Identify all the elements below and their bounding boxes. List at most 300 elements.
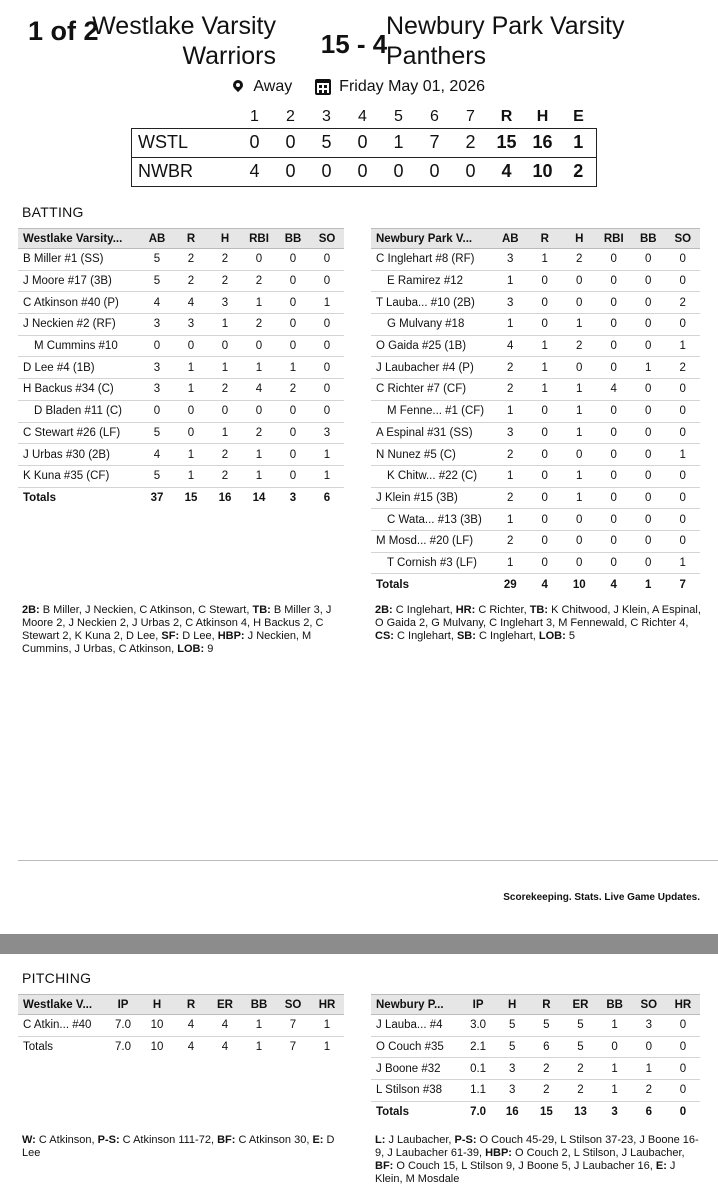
team-column-header: Westlake Varsity... [18, 229, 140, 249]
stat-cell: 3 [495, 1058, 529, 1080]
stat-cell: 0 [276, 270, 310, 292]
stat-column-header: SO [632, 995, 666, 1015]
stat-cell: 1 [242, 465, 276, 487]
stat-column-header: IP [461, 995, 495, 1015]
totals-cell: 3 [289, 492, 297, 505]
stat-cell: 0 [242, 335, 276, 357]
player-row [371, 400, 700, 422]
player-row [18, 400, 344, 422]
stat-cell: 1 [666, 552, 701, 574]
note-label: HR: [455, 604, 476, 616]
note-text: K Chitwood, J Klein, A Espinal, O Gaida 2, G Mulvany, C Inglehart 3, M Fennewald, C Richter 4, [375, 604, 701, 629]
stat-cell: 1 [493, 552, 528, 574]
note-text: B Miller, J Neckien, C Atkinson, C Stewart, [39, 604, 253, 616]
stat-cell: 0 [666, 1015, 700, 1037]
stat-cell: 3 [140, 357, 174, 379]
linescore-cell: 5 [309, 128, 345, 157]
player-name: J Neckien #2 (RF) [18, 314, 140, 336]
game-header [0, 0, 718, 80]
player-row [371, 422, 700, 444]
stat-cell: 0 [276, 422, 310, 444]
player-name: T Cornish #3 (LF) [371, 552, 493, 574]
stat-cell: 0 [310, 335, 344, 357]
linescore-header-cell: 2 [286, 107, 295, 125]
stat-cell: 1 [493, 400, 528, 422]
stat-cell: 1 [666, 444, 701, 466]
note-label: W: [22, 1134, 36, 1146]
stat-cell: 1 [562, 379, 597, 401]
note-text: J Klein, M Mosdale [375, 1160, 676, 1185]
stat-cell: 2 [493, 444, 528, 466]
totals-cell: 16 [218, 492, 232, 505]
stat-column-header: R [529, 995, 563, 1015]
stat-cell: 0 [528, 444, 563, 466]
stat-column-header: AB [140, 229, 174, 249]
player-name: E Ramirez #12 [371, 270, 493, 292]
totals-cell: 7 [289, 1041, 297, 1054]
player-row [18, 314, 344, 336]
stat-cell: 0 [597, 422, 632, 444]
stat-cell: 1 [242, 1015, 276, 1037]
totals-row [18, 487, 344, 509]
totals-cell: 15 [184, 492, 198, 505]
stat-cell: 0 [208, 400, 242, 422]
note-text: 9 [204, 643, 214, 655]
stat-cell: 1 [493, 465, 528, 487]
stat-cell: 0 [597, 465, 632, 487]
stat-cell: 3 [140, 314, 174, 336]
linescore-cell: 0 [453, 157, 489, 186]
page-break-band [0, 934, 718, 954]
stat-column-header: IP [106, 995, 140, 1015]
stat-cell: 0 [562, 292, 597, 314]
stat-cell: 2 [276, 379, 310, 401]
stat-cell: 2 [493, 487, 528, 509]
stat-cell: 0 [528, 422, 563, 444]
linescore-cell: 0 [345, 128, 381, 157]
linescore-cell: 4 [489, 157, 525, 186]
stat-cell: 0 [562, 357, 597, 379]
stat-cell: 0 [528, 465, 563, 487]
stat-cell: 5 [140, 249, 174, 271]
stat-cell: 1 [493, 509, 528, 531]
stat-column-header: BB [242, 995, 276, 1015]
stat-cell: 5 [140, 465, 174, 487]
stat-cell: 1 [310, 292, 344, 314]
stat-cell: 0 [666, 400, 701, 422]
totals-cell: 7.0 [470, 1106, 487, 1119]
stat-cell: 0 [528, 487, 563, 509]
stat-column-header: SO [666, 229, 701, 249]
stat-cell: 3 [493, 249, 528, 271]
linescore-header-cell [132, 106, 237, 128]
stat-cell: 0 [666, 379, 701, 401]
linescore-cell: 10 [525, 157, 561, 186]
stat-cell: 3 [208, 292, 242, 314]
totals-cell: 13 [574, 1106, 587, 1119]
stat-column-header: R [174, 229, 208, 249]
note-text: J Laubacher, [385, 1134, 455, 1146]
stat-cell: 1 [562, 487, 597, 509]
player-name: J Urbas #30 (2B) [18, 444, 140, 466]
linescore-row [132, 157, 597, 186]
stat-cell: 0 [631, 530, 666, 552]
player-row [371, 509, 700, 531]
stat-cell: 0 [528, 509, 563, 531]
stat-cell: 0 [666, 509, 701, 531]
stat-cell: 0 [140, 335, 174, 357]
stat-cell: 0 [666, 1036, 700, 1058]
stat-cell: 2 [242, 422, 276, 444]
home-pitching-table [18, 994, 344, 1058]
stat-cell: 1 [242, 292, 276, 314]
stat-cell: 0 [276, 465, 310, 487]
stat-cell: 1 [208, 422, 242, 444]
stat-cell: 0 [597, 509, 632, 531]
stat-cell: 0 [597, 444, 632, 466]
stat-cell: 2 [529, 1058, 563, 1080]
note-text: O Couch 15, L Stilson 9, J Boone 5, J Laubacher 16, [393, 1160, 656, 1172]
stat-cell: 0 [562, 552, 597, 574]
player-row [18, 465, 344, 487]
stat-cell: 0 [174, 400, 208, 422]
player-name: K Kuna #35 (CF) [18, 465, 140, 487]
stat-cell: 0 [666, 422, 701, 444]
totals-cell: 14 [252, 492, 266, 505]
stat-column-header: HR [666, 995, 700, 1015]
stat-cell: 0 [276, 400, 310, 422]
home-team-line1: Westlake Varsity [92, 12, 276, 40]
stat-cell: 1 [310, 465, 344, 487]
linescore-header-cell: 6 [430, 107, 439, 125]
player-row [371, 270, 700, 292]
stat-column-header: BB [631, 229, 666, 249]
stat-column-header: R [528, 229, 563, 249]
stat-cell: 7 [276, 1015, 310, 1037]
stat-cell: 0 [528, 530, 563, 552]
stat-column-header: H [562, 229, 597, 249]
stat-column-header: ER [563, 995, 597, 1015]
totals-cell: 4 [187, 1041, 195, 1054]
stat-cell: 0 [276, 335, 310, 357]
player-row [371, 465, 700, 487]
box-header-row [371, 995, 700, 1015]
linescore-table [131, 106, 597, 187]
linescore-header-cell: H [536, 107, 549, 125]
stat-cell: 4 [140, 444, 174, 466]
linescore-team-abbr: NWBR [132, 157, 237, 186]
stat-column-header: SO [276, 995, 310, 1015]
stat-cell: 0 [666, 270, 701, 292]
stat-cell: 1 [631, 357, 666, 379]
player-row [371, 1036, 700, 1058]
totals-cell: 16 [505, 1106, 519, 1119]
stat-column-header: BB [276, 229, 310, 249]
stat-cell: 0 [528, 292, 563, 314]
section-divider [18, 860, 718, 861]
player-row [371, 314, 700, 336]
stat-cell: 0 [310, 357, 344, 379]
stat-cell: 1 [174, 444, 208, 466]
linescore-cell: 0 [273, 157, 309, 186]
stat-cell: 3 [495, 1080, 529, 1102]
stat-cell: 1 [310, 444, 344, 466]
stat-cell: 0 [310, 400, 344, 422]
linescore-header-cell: E [573, 107, 584, 125]
player-row [371, 335, 700, 357]
linescore-cell: 2 [453, 128, 489, 157]
totals-cell: 7.0 [115, 1041, 131, 1054]
stat-cell: 3 [140, 379, 174, 401]
player-row [18, 335, 344, 357]
linescore-cell: 0 [273, 128, 309, 157]
stat-cell: 2 [208, 444, 242, 466]
linescore-cell: 2 [561, 157, 597, 186]
stat-cell: 0 [631, 314, 666, 336]
player-name: T Lauba... #10 (2B) [371, 292, 493, 314]
stat-cell: 0 [631, 335, 666, 357]
note-label: P-S: [454, 1134, 477, 1146]
note-label: LOB: [538, 630, 566, 642]
stat-cell: 1 [598, 1015, 632, 1037]
stat-column-header: RBI [597, 229, 632, 249]
stat-cell: 1 [562, 314, 597, 336]
stat-column-header: ER [208, 995, 242, 1015]
stat-cell: 1 [528, 249, 563, 271]
stat-cell: 5 [140, 422, 174, 444]
stat-cell: 0 [276, 292, 310, 314]
linescore-header-cell: R [500, 107, 513, 125]
player-name: J Moore #17 (3B) [18, 270, 140, 292]
player-name: H Backus #34 (C) [18, 379, 140, 401]
linescore-cell: 0 [309, 157, 345, 186]
stat-cell: 2 [493, 530, 528, 552]
note-label: 2B: [22, 604, 40, 616]
away-pitching-table [371, 994, 700, 1123]
stat-cell: 2 [242, 314, 276, 336]
player-name: J Klein #15 (3B) [371, 487, 493, 509]
stat-column-header: H [495, 995, 529, 1015]
stat-cell: 0 [631, 400, 666, 422]
totals-cell: 1 [323, 1041, 331, 1054]
note-text: 5 [565, 630, 575, 642]
stat-cell: 0 [597, 400, 632, 422]
stat-cell: 0 [666, 1080, 700, 1102]
stat-cell: 0 [562, 530, 597, 552]
linescore-cell: 1 [561, 128, 597, 157]
away-team-line2: Panthers [386, 42, 487, 70]
stat-cell: 4 [242, 379, 276, 401]
player-name: D Bladen #11 (C) [18, 400, 140, 422]
stat-column-header: SO [310, 229, 344, 249]
player-name: D Lee #4 (1B) [18, 357, 140, 379]
note-text: B Miller 3, J Moore 2, J Neckien 2, J Urbas 2, C Atkinson 4, H Backus 2, C Stewart 2, K Kuna 2, D Lee, [22, 604, 332, 642]
home-team-name [92, 11, 276, 71]
totals-cell: 15 [539, 1106, 553, 1119]
note-label: E: [312, 1134, 324, 1146]
note-label: TB: [529, 604, 549, 616]
linescore-team-abbr: WSTL [132, 128, 237, 157]
stat-cell: 0 [310, 379, 344, 401]
stat-cell: 0 [208, 335, 242, 357]
stat-cell: 0 [310, 314, 344, 336]
stat-cell: 2 [174, 270, 208, 292]
stat-column-header: H [140, 995, 174, 1015]
linescore-header-cell: 3 [322, 107, 331, 125]
stat-column-header: H [208, 229, 242, 249]
page-indicator: 1 of 2 [28, 16, 99, 46]
away-team-line1: Newbury Park Varsity [386, 12, 625, 40]
player-row [371, 357, 700, 379]
note-label: LOB: [177, 643, 205, 655]
stat-cell: 2 [242, 270, 276, 292]
stat-cell: 0 [562, 509, 597, 531]
linescore-header-cell: 1 [250, 107, 259, 125]
stat-cell: 0 [666, 314, 701, 336]
note-text: C Inglehart, [393, 630, 457, 642]
stat-cell: 1 [276, 357, 310, 379]
totals-row [371, 574, 700, 596]
stat-cell: 2 [208, 249, 242, 271]
stat-cell: 1 [242, 444, 276, 466]
stat-cell: 3 [493, 422, 528, 444]
stat-cell: 3.0 [461, 1015, 495, 1037]
note-label: SF: [161, 630, 180, 642]
stat-cell: 0 [631, 422, 666, 444]
stat-cell: 5 [563, 1036, 597, 1058]
totals-cell: 6 [645, 1106, 652, 1119]
totals-label: Totals [23, 492, 57, 505]
box-header-row [371, 229, 700, 249]
stat-cell: 4 [597, 379, 632, 401]
stat-cell: 1 [562, 465, 597, 487]
stat-cell: 0 [276, 314, 310, 336]
stat-cell: 5 [495, 1036, 529, 1058]
stat-cell: 0 [597, 487, 632, 509]
stat-cell: 0 [631, 270, 666, 292]
linescore-cell: 0 [345, 157, 381, 186]
player-name: B Miller #1 (SS) [18, 249, 140, 271]
stat-cell: 7.0 [106, 1015, 140, 1037]
stat-cell: 10 [140, 1015, 174, 1037]
linescore-header-cell: 7 [466, 107, 475, 125]
player-name: G Mulvany #18 [371, 314, 493, 336]
final-score: 15 - 4 [320, 29, 388, 59]
stat-cell: 0 [631, 444, 666, 466]
player-row [18, 444, 344, 466]
linescore-cell: 15 [489, 128, 525, 157]
stat-cell: 1 [632, 1058, 666, 1080]
linescore-cell: 7 [417, 128, 453, 157]
stat-cell: 0 [666, 1058, 700, 1080]
home-batting-notes [22, 604, 348, 656]
stat-cell: 1.1 [461, 1080, 495, 1102]
totals-label: Totals [376, 1106, 410, 1119]
totals-cell: 1 [255, 1041, 263, 1054]
stat-cell: 0 [597, 552, 632, 574]
stat-cell: 0 [242, 400, 276, 422]
stat-cell: 0 [276, 444, 310, 466]
note-text: D Lee, [179, 630, 218, 642]
linescore-cell: 1 [381, 128, 417, 157]
stat-cell: 0 [528, 400, 563, 422]
stat-cell: 1 [174, 357, 208, 379]
linescore-header-cell: 4 [358, 107, 367, 125]
player-row [371, 1058, 700, 1080]
linescore-cell: 0 [417, 157, 453, 186]
stat-cell: 2 [174, 249, 208, 271]
stat-cell: 4 [174, 292, 208, 314]
stat-cell: 1 [174, 465, 208, 487]
totals-cell: 3 [611, 1106, 618, 1119]
promo-tagline: Scorekeeping. Stats. Live Game Updates. [503, 892, 700, 903]
totals-cell: 6 [323, 492, 331, 505]
stat-cell: 2 [632, 1080, 666, 1102]
totals-cell: 1 [645, 578, 652, 591]
note-text: J Neckien, M Cummins, J Urbas, C Atkinson, [22, 630, 312, 655]
stat-cell: 1 [666, 335, 701, 357]
note-text: O Couch 2, L Stilson, J Laubacher, [511, 1147, 685, 1159]
stat-cell: 0 [597, 292, 632, 314]
stat-cell: 2 [208, 379, 242, 401]
game-location: Away [253, 78, 293, 95]
player-name: L Stilson #38 [371, 1080, 461, 1102]
stat-cell: 2.1 [461, 1036, 495, 1058]
note-text: C Inglehart, [475, 630, 539, 642]
stat-cell: 5 [563, 1015, 597, 1037]
player-row [371, 249, 700, 271]
team-column-header: Newbury Park V... [371, 229, 493, 249]
totals-row [371, 1101, 700, 1123]
stat-cell: 1 [493, 270, 528, 292]
stat-cell: 2 [563, 1058, 597, 1080]
player-row [371, 444, 700, 466]
stat-cell: 2 [208, 465, 242, 487]
stat-cell: 0 [528, 314, 563, 336]
stat-column-header: AB [493, 229, 528, 249]
home-team-line2: Warriors [182, 42, 276, 70]
stat-cell: 2 [493, 379, 528, 401]
player-row [371, 1015, 700, 1037]
stat-cell: 2 [666, 292, 701, 314]
stat-cell: 0 [174, 422, 208, 444]
stat-cell: 0 [242, 249, 276, 271]
batting-section-title: BATTING [22, 204, 84, 220]
box-header-row [18, 995, 344, 1015]
game-meta [0, 78, 718, 96]
stat-cell: 1 [562, 400, 597, 422]
player-name: K Chitw... #22 (C) [371, 465, 493, 487]
stat-cell: 3 [174, 314, 208, 336]
totals-cell: 7 [679, 578, 686, 591]
totals-cell: 10 [572, 578, 586, 591]
player-row [18, 1015, 344, 1037]
stat-cell: 1 [493, 314, 528, 336]
stat-column-header: HR [310, 995, 344, 1015]
player-row [18, 270, 344, 292]
stat-cell: 0 [597, 249, 632, 271]
stat-cell: 1 [208, 314, 242, 336]
stat-cell: 0 [666, 249, 701, 271]
stat-column-header: BB [598, 995, 632, 1015]
stat-cell: 1 [528, 335, 563, 357]
stat-cell: 0 [631, 465, 666, 487]
stat-cell: 2 [208, 270, 242, 292]
stat-cell: 0 [597, 530, 632, 552]
stat-cell: 4 [174, 1015, 208, 1037]
stat-cell: 3 [310, 422, 344, 444]
game-date: Friday May 01, 2026 [339, 78, 486, 95]
